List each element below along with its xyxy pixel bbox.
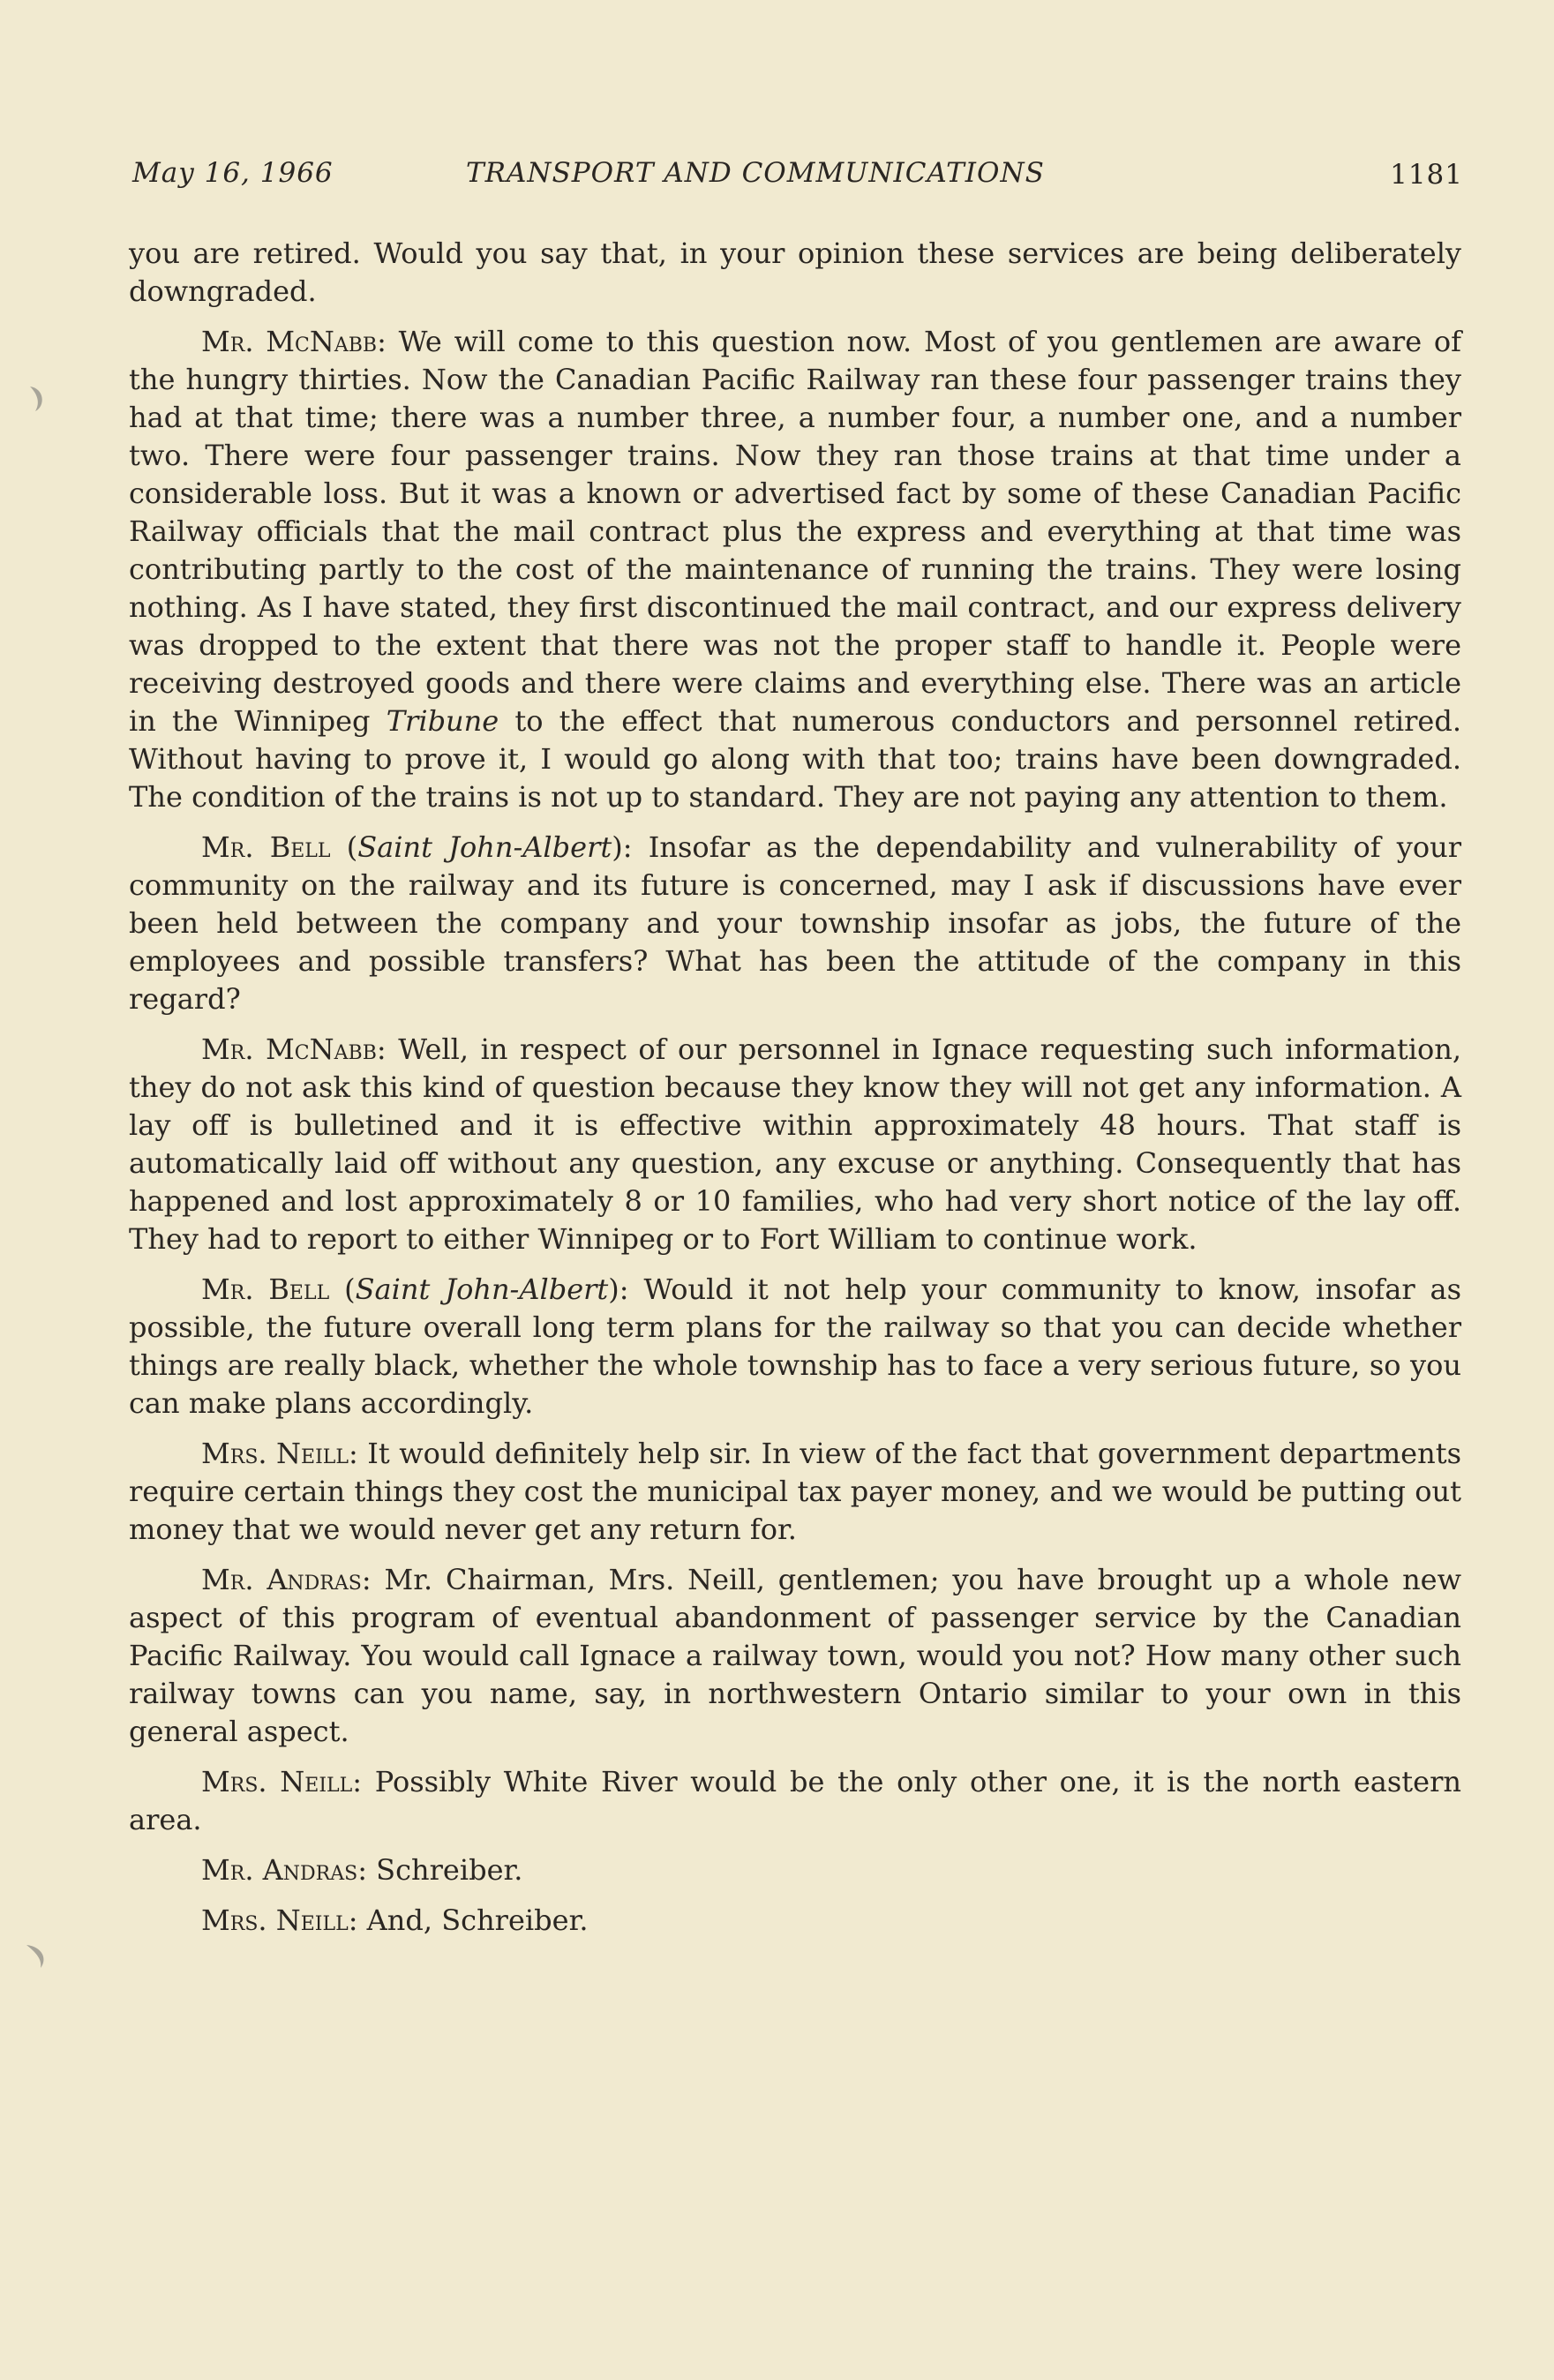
paragraph: Mr. Andras: Schreiber. — [201, 1853, 523, 1887]
paragraph: Mr. Bell (Saint John-Albert): Would it not help your community to know, insofar as possible, the future overall long term plans for the railway so that you can decide whether things are really black, whether the whole township has to face a very serious future, so you can make plans accordingly. — [129, 1273, 1462, 1420]
running-header — [132, 157, 1463, 201]
speaker-name: Mrs. Neill — [201, 1765, 353, 1798]
paragraph: Mr. McNabb: We will come to this question now. Most of you gentlemen are aware of the hungry thirties. Now the Canadian Pacific Railway ran these four passenger trains they had at that time; there was a number three, a number four, a number one, and a number two. There were four passenger trains. Now they ran those trains at that time under a considerable loss. But it was a known or advertised fact by some of these Canadian Pacific Railway officials that the mail contract plus the express and everything at that time was contributing partly to the cost of the maintenance of running the trains. They were losing nothing. As I have stated, they first discontinued the mail contract, and our express delivery was dropped to the extent that there was not the proper staff to handle it. People were receiving destroyed goods and there were claims and everything else. There was an article in the Winnipeg Tribune to the effect that numerous conductors and personnel retired. Without having to prove it, I would go along with that too; trains have been downgraded. The condition of the trains is not up to standard. They are not paying any attention to them. — [129, 325, 1462, 814]
binding-hole-icon — [18, 381, 53, 417]
header-title: TRANSPORT AND COMMUNICATIONS — [466, 157, 1045, 189]
newspaper-title: Tribune — [386, 704, 499, 738]
speaker-constituency: Saint John-Albert — [355, 1273, 609, 1306]
paragraph: Mr. Bell (Saint John-Albert): Insofar as the dependability and vulnerability of your community on the railway and its future is concerned, may I ask if discussions have ever been held between the company and your township insofar as jobs, the future of the employees and possible transfers? What has been the attitude of the company in this regard? — [129, 830, 1462, 1016]
paragraph-text: Well, in respect of our personnel in Ignace requesting such information, they do not ask this kind of question because they know they will not get any information. A lay off is bulletined and it is effective within approximately 48 hours. That staff is automatically laid off without any question, any excuse or anything. Consequently that has happened and lost approximately 8 or 10 families, who had very short notice of the lay off. They had to report to either Winnipeg or to Fort William to continue work. — [129, 1032, 1462, 1256]
binding-hole-icon — [18, 1938, 53, 1973]
paragraph-text: Schreiber. — [376, 1853, 523, 1887]
paragraph: Mrs. Neill: It would definitely help sir. In view of the fact that government departments require certain things they cost the municipal tax payer money, and we would be putting out money that we would never get any return for. — [129, 1437, 1461, 1546]
paragraph-text: Possibly White River would be the only other one, it is the north eastern area. — [129, 1765, 1462, 1836]
paragraph: Mrs. Neill: Possibly White River would be the only other one, it is the north eastern area. — [129, 1765, 1462, 1836]
paragraph: Mrs. Neill: And, Schreiber. — [201, 1903, 589, 1937]
speaker-name: Mr. McNabb — [201, 325, 378, 358]
speaker-name: Mr. Bell — [201, 1273, 330, 1306]
paragraph-text: It would definitely help sir. In view of the fact that government departments require certain things they cost the municipal tax payer money, and we would be putting out money that we would never get any return for. — [129, 1437, 1461, 1546]
speaker-name: Mr. Andras — [201, 1563, 362, 1596]
paragraph-text: you are retired. Would you say that, in your opinion these services are being deliberately downgraded. — [129, 236, 1461, 308]
paragraph-text: Would it not help your community to know, insofar as possible, the future overall long term plans for the railway so that you can decide whether things are really black, whether the whole township has to face a very serious future, so you can make plans accordingly. — [129, 1273, 1462, 1420]
speaker-name: Mrs. Neill — [201, 1437, 349, 1470]
paragraph: Mr. McNabb: Well, in respect of our personnel in Ignace requesting such information, they do not ask this kind of question because they know they will not get any information. A lay off is bulletined and it is effective within approximately 48 hours. That staff is automatically laid off without any question, any excuse or anything. Consequently that has happened and lost approximately 8 or 10 families, who had very short notice of the lay off. They had to report to either Winnipeg or to Fort William to continue work. — [129, 1032, 1462, 1256]
paragraph-text: Insofar as the dependability and vulnerability of your community on the railway and its future is concerned, may I ask if discussions have ever been held between the company and your township insofar as jobs, the future of the employees and possible transfers? What has been the attitude of the company in this regard? — [129, 830, 1462, 1016]
paragraph — [129, 235, 1461, 311]
paragraph: Mr. Andras: Mr. Chairman, Mrs. Neill, gentlemen; you have brought up a whole new aspect of this program of eventual abandonment of passenger service by the Canadian Pacific Railway. You would call Ignace a railway town, would you not? How many other such railway towns can you name, say, in northwestern Ontario similar to your own in this general aspect. — [129, 1563, 1462, 1748]
header-date: May 16, 1966 — [132, 157, 334, 189]
speaker-name: Mr. Bell — [201, 830, 331, 864]
speaker-name: Mrs. Neill — [201, 1903, 349, 1937]
speaker-constituency: Saint John-Albert — [357, 830, 612, 864]
speaker-name: Mr. Andras — [201, 1853, 358, 1887]
speaker-name: Mr. McNabb — [201, 1032, 377, 1066]
paragraph-text: Mr. Chairman, Mrs. Neill, gentlemen; you have brought up a whole new aspect of this program of eventual abandonment of passenger service by the Canadian Pacific Railway. You would call Ignace a railway town, would you not? How many other such railway towns can you name, say, in northwestern Ontario similar to your own in this general aspect. — [129, 1563, 1462, 1748]
page-number: 1181 — [1390, 159, 1463, 191]
paragraph-text: And, Schreiber. — [366, 1903, 589, 1937]
paragraph-text-continued: to the effect that numerous conductors and personnel retired. Without having to prove it, I would go along with that too; trains have been downgraded. The condition of the trains is not up to standard. They are not paying any attention to them. — [129, 704, 1462, 814]
transcript-body — [129, 235, 1461, 1952]
paragraph-text: We will come to this question now. Most of you gentlemen are aware of the hungry thirties. Now the Canadian Pacific Railway ran these four passenger trains they had at that time; there was a number three, a number four, a number one, and a number two. There were four passenger trains. Now they ran those trains at that time under a considerable loss. But it was a known or advertised fact by some of these Canadian Pacific Railway officials that the mail contract plus the express and everything at that time was contributing partly to the cost of the maintenance of running the trains. They were losing nothing. As I have stated, they first discontinued the mail contract, and our express delivery was dropped to the extent that there was not the proper staff to handle it. People were receiving destroyed goods and there were claims and everything else. There was an article in the Winnipeg — [129, 325, 1462, 738]
